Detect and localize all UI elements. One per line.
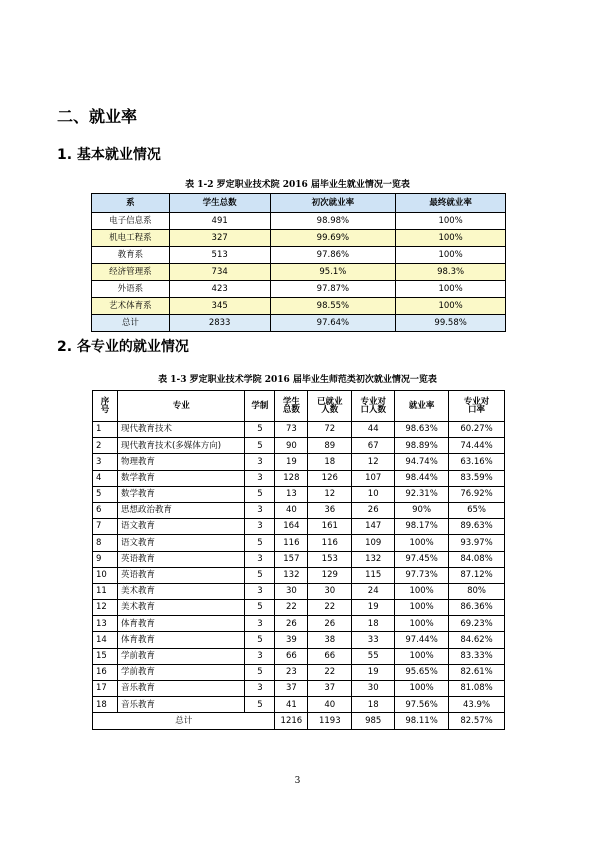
table-cell: 经济管理系	[92, 264, 170, 281]
table-cell: 55	[352, 648, 395, 664]
table-row	[93, 422, 505, 438]
table1-caption: 表 1-2 罗定职业技术院 2016 届毕业生就业情况一览表	[185, 180, 410, 190]
table-cell: 30	[308, 583, 352, 599]
table-cell: 3	[245, 583, 275, 599]
table2-caption: 表 1-3 罗定职业技术学院 2016 届毕业生师范类初次就业情况一览表	[158, 375, 437, 385]
table-cell: 95.65%	[395, 664, 449, 680]
table-cell: 19	[275, 454, 308, 470]
table-row	[92, 213, 506, 230]
table-cell: 5	[245, 422, 275, 438]
table-cell: 90	[275, 438, 308, 454]
table-cell: 115	[352, 567, 395, 583]
table-cell: 100%	[396, 281, 506, 298]
column-header: 最终就业率	[396, 194, 506, 213]
table-cell: 10	[93, 567, 118, 583]
table-cell: 14	[93, 632, 118, 648]
table-cell: 67	[352, 438, 395, 454]
table-cell: 92.31%	[395, 486, 449, 502]
table-row	[93, 632, 505, 648]
table-cell: 3	[245, 551, 275, 567]
table-cell: 体育教育	[117, 632, 245, 648]
table-cell: 43.9%	[449, 697, 505, 713]
table-cell: 3	[245, 616, 275, 632]
table-cell: 总计	[92, 315, 170, 332]
table-cell: 思想政治教育	[117, 502, 245, 518]
table-cell: 33	[352, 632, 395, 648]
table-cell: 5	[245, 535, 275, 551]
table-cell: 19	[352, 664, 395, 680]
table-cell: 60.27%	[449, 422, 505, 438]
table-cell: 76.92%	[449, 486, 505, 502]
table-cell: 10	[352, 486, 395, 502]
table-cell: 1193	[308, 713, 352, 729]
column-header: 专业	[117, 391, 245, 422]
section-heading: 二、就业率	[57, 107, 138, 126]
table-cell: 23	[275, 664, 308, 680]
table-employment-by-major	[92, 390, 505, 730]
table-cell: 84.08%	[449, 551, 505, 567]
table-cell: 37	[308, 681, 352, 697]
table-cell: 157	[275, 551, 308, 567]
table-row	[92, 230, 506, 247]
table-cell: 22	[308, 600, 352, 616]
table-cell: 16	[93, 664, 118, 680]
table-cell: 22	[308, 664, 352, 680]
table-cell: 英语教育	[117, 567, 245, 583]
table-cell: 音乐教育	[117, 681, 245, 697]
table-cell: 教育系	[92, 247, 170, 264]
table-cell: 132	[275, 567, 308, 583]
table-cell: 26	[275, 616, 308, 632]
table-cell: 3	[245, 681, 275, 697]
table-cell: 100%	[395, 616, 449, 632]
table-cell: 97.87%	[270, 281, 396, 298]
table-cell: 100%	[395, 600, 449, 616]
table-cell: 82.57%	[449, 713, 505, 729]
table-cell: 109	[352, 535, 395, 551]
table-cell: 11	[93, 583, 118, 599]
table-cell: 总计	[93, 713, 275, 729]
table-cell: 423	[169, 281, 270, 298]
table-cell: 3	[245, 502, 275, 518]
column-header: 系	[92, 194, 170, 213]
table-cell: 94.74%	[395, 454, 449, 470]
table-cell: 100%	[396, 247, 506, 264]
table-cell: 1	[93, 422, 118, 438]
table-cell: 97.86%	[270, 247, 396, 264]
column-header: 已就业 人数	[308, 391, 352, 422]
table-cell: 7	[93, 519, 118, 535]
column-header: 学生总数	[169, 194, 270, 213]
table-cell: 100%	[395, 583, 449, 599]
table-cell: 100%	[395, 648, 449, 664]
page-number: 3	[294, 776, 301, 786]
table-cell: 44	[352, 422, 395, 438]
table-cell: 73	[275, 422, 308, 438]
table-cell: 音乐教育	[117, 697, 245, 713]
table-cell: 83.33%	[449, 648, 505, 664]
table-cell: 41	[275, 697, 308, 713]
table-cell: 3	[245, 470, 275, 486]
table-cell: 69.23%	[449, 616, 505, 632]
table-cell: 4	[93, 470, 118, 486]
table-cell: 65%	[449, 502, 505, 518]
table-cell: 83.59%	[449, 470, 505, 486]
table-row	[93, 567, 505, 583]
table-cell: 82.61%	[449, 664, 505, 680]
table-cell: 5	[245, 632, 275, 648]
table-cell: 5	[245, 600, 275, 616]
table-cell: 学前教育	[117, 664, 245, 680]
table-cell: 英语教育	[117, 551, 245, 567]
table-cell: 13	[275, 486, 308, 502]
table-cell: 语文教育	[117, 519, 245, 535]
table-cell: 36	[308, 502, 352, 518]
table-cell: 97.64%	[270, 315, 396, 332]
table-cell: 2	[93, 438, 118, 454]
table-cell: 3	[245, 454, 275, 470]
table-cell: 40	[308, 697, 352, 713]
table-cell: 18	[93, 697, 118, 713]
column-header: 就业率	[395, 391, 449, 422]
table-row	[93, 519, 505, 535]
table-row	[93, 600, 505, 616]
table-row	[92, 281, 506, 298]
table-cell: 数学教育	[117, 470, 245, 486]
table-cell: 30	[275, 583, 308, 599]
table-cell: 12	[308, 486, 352, 502]
table-row	[92, 298, 506, 315]
column-header: 专业对 口率	[449, 391, 505, 422]
table-cell: 39	[275, 632, 308, 648]
table-cell: 98.44%	[395, 470, 449, 486]
subsection-heading-2: 2. 各专业的就业情况	[57, 339, 189, 355]
table-row	[93, 502, 505, 518]
table-cell: 17	[93, 681, 118, 697]
table-cell: 116	[308, 535, 352, 551]
table-cell: 87.12%	[449, 567, 505, 583]
table-cell: 语文教育	[117, 535, 245, 551]
table-cell: 30	[352, 681, 395, 697]
table-cell: 体育教育	[117, 616, 245, 632]
table-employment-by-department	[91, 193, 506, 332]
total-row	[93, 713, 505, 729]
table-row	[93, 535, 505, 551]
table-cell: 数学教育	[117, 486, 245, 502]
table-cell: 艺术体育系	[92, 298, 170, 315]
table-cell: 97.45%	[395, 551, 449, 567]
table-cell: 161	[308, 519, 352, 535]
table-cell: 98.17%	[395, 519, 449, 535]
table-cell: 89	[308, 438, 352, 454]
table-cell: 98.11%	[395, 713, 449, 729]
table-cell: 147	[352, 519, 395, 535]
table-cell: 24	[352, 583, 395, 599]
table-cell: 132	[352, 551, 395, 567]
table-row	[93, 438, 505, 454]
table-cell: 66	[308, 648, 352, 664]
table-cell: 15	[93, 648, 118, 664]
table-cell: 100%	[396, 298, 506, 315]
table-cell: 164	[275, 519, 308, 535]
table-cell: 128	[275, 470, 308, 486]
table-row	[93, 648, 505, 664]
table-cell: 345	[169, 298, 270, 315]
column-header: 学制	[245, 391, 275, 422]
table-row	[93, 697, 505, 713]
table-cell: 86.36%	[449, 600, 505, 616]
table-cell: 1216	[275, 713, 308, 729]
table-cell: 734	[169, 264, 270, 281]
table-cell: 26	[352, 502, 395, 518]
table-row	[93, 583, 505, 599]
table-cell: 72	[308, 422, 352, 438]
table-cell: 89.63%	[449, 519, 505, 535]
table-cell: 物理教育	[117, 454, 245, 470]
table-cell: 18	[352, 616, 395, 632]
table-cell: 95.1%	[270, 264, 396, 281]
table-cell: 99.69%	[270, 230, 396, 247]
table-cell: 37	[275, 681, 308, 697]
table-cell: 99.58%	[396, 315, 506, 332]
table-cell: 98.98%	[270, 213, 396, 230]
table-cell: 外语系	[92, 281, 170, 298]
table-cell: 美术教育	[117, 600, 245, 616]
total-row	[92, 315, 506, 332]
table-cell: 116	[275, 535, 308, 551]
table-row	[93, 470, 505, 486]
table-cell: 126	[308, 470, 352, 486]
table-cell: 5	[245, 486, 275, 502]
table-cell: 98.55%	[270, 298, 396, 315]
table-cell: 18	[352, 697, 395, 713]
table-cell: 100%	[396, 213, 506, 230]
column-header: 学生 总数	[275, 391, 308, 422]
column-header: 初次就业率	[270, 194, 396, 213]
table-cell: 22	[275, 600, 308, 616]
table-cell: 13	[93, 616, 118, 632]
table-cell: 18	[308, 454, 352, 470]
table-cell: 107	[352, 470, 395, 486]
table-cell: 98.3%	[396, 264, 506, 281]
table-cell: 74.44%	[449, 438, 505, 454]
table-cell: 5	[245, 697, 275, 713]
subsection-heading-1: 1. 基本就业情况	[57, 147, 161, 163]
table-cell: 19	[352, 600, 395, 616]
table-cell: 100%	[395, 681, 449, 697]
table-cell: 63.16%	[449, 454, 505, 470]
table-cell: 90%	[395, 502, 449, 518]
table-cell: 985	[352, 713, 395, 729]
table-cell: 513	[169, 247, 270, 264]
table-cell: 3	[245, 519, 275, 535]
table-cell: 12	[93, 600, 118, 616]
table-cell: 327	[169, 230, 270, 247]
table-cell: 26	[308, 616, 352, 632]
table-cell: 129	[308, 567, 352, 583]
table-cell: 机电工程系	[92, 230, 170, 247]
table-cell: 491	[169, 213, 270, 230]
table-cell: 40	[275, 502, 308, 518]
table-cell: 100%	[395, 535, 449, 551]
table-cell: 38	[308, 632, 352, 648]
table-cell: 5	[245, 438, 275, 454]
table-cell: 97.56%	[395, 697, 449, 713]
table-cell: 3	[93, 454, 118, 470]
table-row	[93, 454, 505, 470]
table-row	[93, 664, 505, 680]
table-cell: 电子信息系	[92, 213, 170, 230]
table-cell: 98.89%	[395, 438, 449, 454]
table-cell: 6	[93, 502, 118, 518]
table-cell: 5	[245, 664, 275, 680]
table-cell: 5	[93, 486, 118, 502]
table-cell: 3	[245, 648, 275, 664]
table-row	[93, 616, 505, 632]
table-row	[93, 681, 505, 697]
column-header: 专业对 口人数	[352, 391, 395, 422]
table-cell: 97.73%	[395, 567, 449, 583]
table-cell: 学前教育	[117, 648, 245, 664]
table-cell: 100%	[396, 230, 506, 247]
table-cell: 12	[352, 454, 395, 470]
table-cell: 97.44%	[395, 632, 449, 648]
table-cell: 现代教育技术(多媒体方向)	[117, 438, 245, 454]
table-cell: 5	[245, 567, 275, 583]
table-cell: 80%	[449, 583, 505, 599]
table-cell: 8	[93, 535, 118, 551]
table-row	[93, 551, 505, 567]
table-cell: 现代教育技术	[117, 422, 245, 438]
table-cell: 81.08%	[449, 681, 505, 697]
table-cell: 84.62%	[449, 632, 505, 648]
table-cell: 美术教育	[117, 583, 245, 599]
table-cell: 66	[275, 648, 308, 664]
table-cell: 9	[93, 551, 118, 567]
table-row	[93, 486, 505, 502]
table-cell: 2833	[169, 315, 270, 332]
table-row	[92, 264, 506, 281]
table-cell: 153	[308, 551, 352, 567]
table-row	[92, 247, 506, 264]
table-cell: 98.63%	[395, 422, 449, 438]
column-header: 序 号	[93, 391, 118, 422]
table-cell: 93.97%	[449, 535, 505, 551]
